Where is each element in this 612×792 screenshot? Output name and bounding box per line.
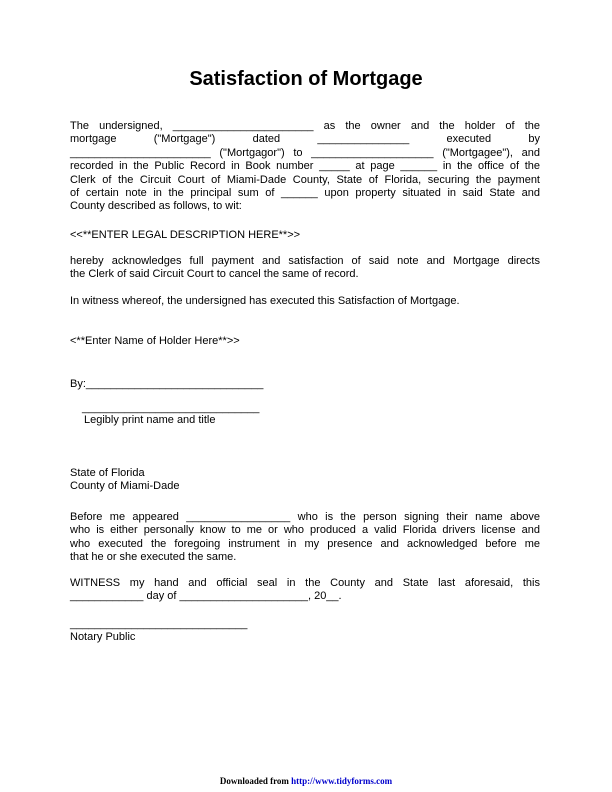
notary-public-text: Notary Public	[70, 631, 136, 643]
legal-description-text: <<**ENTER LEGAL DESCRIPTION HERE**>>	[70, 228, 301, 241]
by-signature-blank: By:_____________________________	[70, 377, 264, 390]
page-footer	[0, 776, 612, 787]
notary-signature-blank: _____________________________	[70, 618, 248, 630]
intro-line: _______________________ ("Mortgagor") to ____________________ ("Mortgagee"), and	[70, 146, 540, 159]
document-title: Satisfaction of Mortgage	[189, 68, 423, 90]
intro-line: mortgage ("Mortgage") dated _______________ executed by	[70, 133, 540, 146]
notary-signature-blank-line	[70, 618, 540, 631]
county-text: County of Miami-Dade	[70, 480, 180, 492]
witness-statement	[70, 295, 540, 308]
footer-source-link[interactable]: http://www.tidyforms.com	[291, 775, 393, 786]
appearance-line: that he or she executed the same.	[70, 551, 237, 564]
acknowledge-line: hereby acknowledges full payment and satisfaction of said note and Mortgage directs	[70, 254, 540, 267]
footer-prefix-text: Downloaded from	[219, 775, 292, 786]
appearance-line: who executed the foregoing instrument in my presence and acknowledged before me	[70, 537, 540, 550]
holder-name-text: <**Enter Name of Holder Here**>>	[70, 334, 240, 347]
intro-line: recorded in the Public Record in Book number _____ at page ______ in the office of the	[70, 160, 540, 173]
witness-seal-line: WITNESS my hand and official seal in the County and State last aforesaid, this	[70, 577, 540, 589]
witness-statement-text: In witness whereof, the undersigned has executed this Satisfaction of Mortgage.	[70, 295, 460, 307]
intro-line: County described as follows, to wit:	[70, 200, 242, 213]
intro-paragraph	[70, 120, 540, 214]
appearance-line: who is either personally know to me or who produced a valid Florida drivers license and	[70, 524, 540, 537]
appearance-line: Before me appeared _________________ who is the person signing their name above	[70, 511, 540, 523]
print-name-label-text: Legibly print name and title	[84, 414, 216, 426]
holder-name-placeholder	[70, 335, 540, 348]
legal-description-placeholder	[70, 229, 540, 242]
document-body	[70, 0, 540, 792]
state-of-florida-line	[70, 467, 540, 480]
acknowledge-paragraph	[70, 255, 540, 282]
print-name-blank: _____________________________	[82, 401, 260, 414]
witness-seal-paragraph	[70, 577, 540, 604]
state-text: State of Florida	[70, 466, 145, 479]
notary-appearance-paragraph	[70, 511, 540, 565]
by-signature-line	[70, 378, 540, 391]
county-line	[70, 480, 540, 493]
witness-seal-line: ____________ day of _____________________, 20__.	[70, 590, 342, 603]
print-name-blank-line	[70, 402, 540, 415]
intro-line: Clerk of the Circuit Court of Miami-Dade County, State of Florida, securing the payment	[70, 173, 540, 186]
intro-line: of certain note in the principal sum of ______ upon property situated in said State and	[70, 186, 540, 199]
print-name-label	[70, 414, 540, 427]
intro-line: The undersigned, _______________________ as the owner and the holder of the	[70, 120, 540, 132]
notary-public-label	[70, 631, 540, 644]
acknowledge-line: the Clerk of said Circuit Court to cancel the same of record.	[70, 267, 359, 280]
